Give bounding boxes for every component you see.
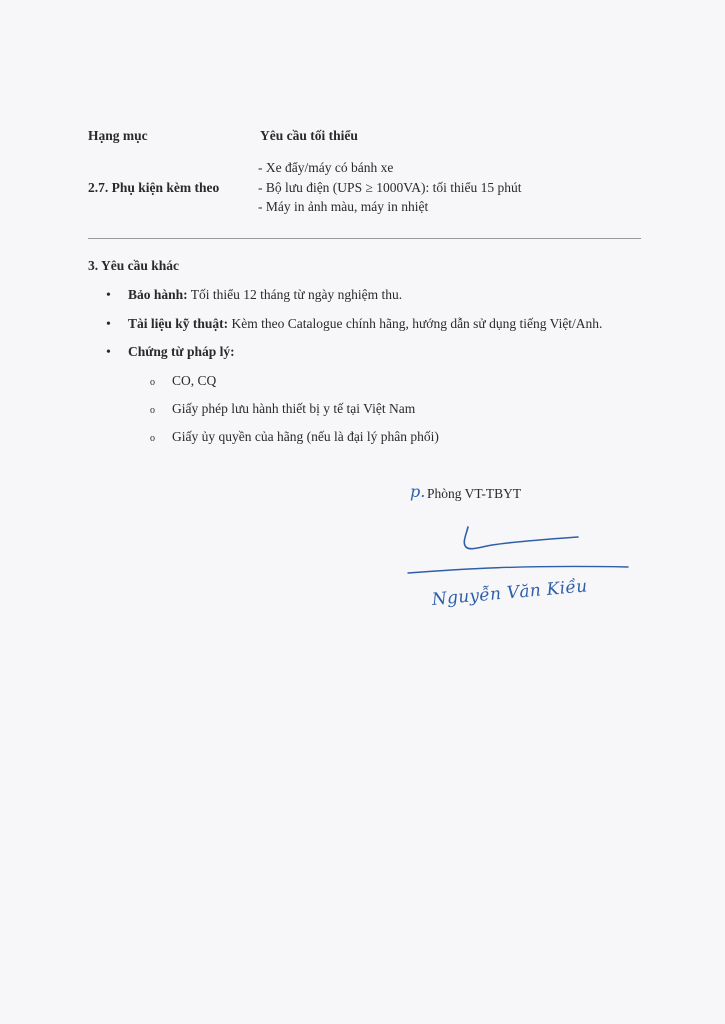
requirement-line: - Xe đẩy/máy có bánh xe [258,160,394,175]
sub-item-text: Giấy phép lưu hành thiết bị y tế tại Việt Nam [172,401,416,416]
circle-bullet-icon: o [150,433,155,444]
signer-name: Nguyễn Văn Kiều [431,576,589,610]
bullet-label: Chứng từ pháp lý: [128,344,235,359]
sub-item [150,401,415,417]
requirement-line: - Máy in ảnh màu, máy in nhiệt [258,199,429,214]
bullet-text: Kèm theo Catalogue chính hãng, hướng dẫn sử dụng tiếng Việt/Anh. [228,316,603,331]
sub-item-text: Giấy ủy quyền của hãng (nếu là đại lý phân phối) [172,429,439,444]
signature-prefix: p. [410,482,426,501]
requirement-line: - Bộ lưu điện (UPS ≥ 1000VA): tối thiểu 15 phút [258,179,522,195]
table-header-requirement: Yêu cầu tối thiểu [260,128,358,143]
table-divider [88,238,641,239]
bullet-warranty [106,287,402,304]
section-title: 3. Yêu cầu khác [88,258,180,273]
sub-item [150,429,439,445]
bullet-technical-docs [106,316,602,333]
circle-bullet-icon: o [150,377,155,388]
bullet-icon [106,287,128,304]
department-label: Phòng VT-TBYT [427,486,522,501]
table-header-item: Hạng mục [88,128,148,143]
bullet-icon [106,344,128,361]
bullet-text: Tối thiểu 12 tháng từ ngày nghiệm thu. [187,287,403,302]
bullet-label: Bảo hành: [128,287,188,302]
table-row-requirements [258,158,521,217]
bullet-label: Tài liệu kỹ thuật: [128,316,229,331]
bullet-icon [106,316,128,333]
bullet-legal-docs [106,344,235,361]
circle-bullet-icon: o [150,405,155,416]
table-row-item: 2.7. Phụ kiện kèm theo [88,180,220,195]
sub-item [150,373,216,389]
sub-item-text: CO, CQ [172,373,217,388]
